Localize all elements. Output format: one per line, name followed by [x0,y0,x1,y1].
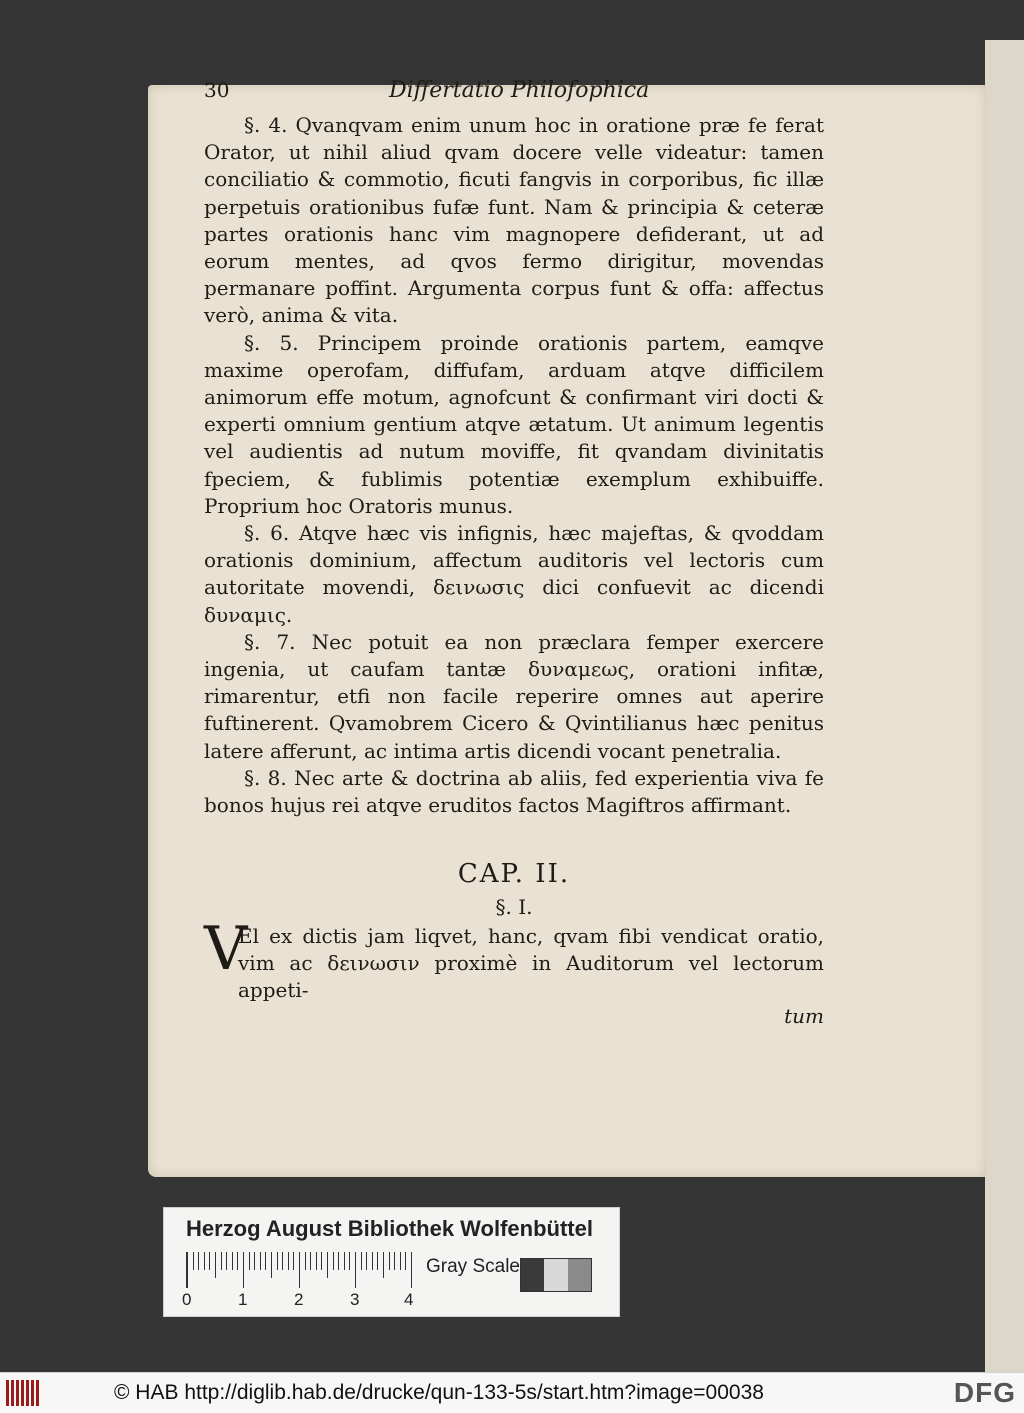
ruler-tick [226,1252,227,1270]
scale-number: 0 [182,1290,192,1309]
ruler-tick [254,1252,255,1270]
ruler-tick [243,1252,244,1288]
ruler-tick [221,1252,222,1270]
ruler-tick [366,1252,367,1270]
ruler-tick [411,1252,412,1288]
ruler-tick [198,1252,199,1270]
scale-number: 3 [350,1290,360,1309]
ruler-tick [349,1252,350,1270]
ruler-tick [372,1252,373,1270]
ruler-tick [265,1252,266,1270]
ruler-tick [383,1252,384,1278]
ruler-tick [209,1252,210,1270]
ruler-tick [355,1252,356,1288]
ruler-tick [338,1252,339,1270]
page-text-block [204,78,824,1028]
ruler-tick [333,1252,334,1270]
ruler-tick [271,1252,272,1278]
source-url-link[interactable]: © HAB http://diglib.hab.de/drucke/qun-133-5s/start.htm?image=00038 [114,1381,764,1404]
chapter-text: El ex dictis jam liqvet, hanc, qvam fibi vendicat oratio, vim ac δεινωσιν proximè in Auditorum vel lectorum appeti- [238,924,824,1003]
ruler-tick [305,1252,306,1270]
ruler-tick [310,1252,311,1270]
ruler-tick [193,1252,194,1270]
scale-number: 2 [294,1290,304,1309]
ruler-tick [400,1252,401,1270]
page-header [204,78,824,112]
running-title: Differtatio Philofophica [389,78,650,103]
ruler-tick [405,1252,406,1270]
ruler-tick [187,1252,188,1288]
ruler-tick [204,1252,205,1270]
gray-swatch-mid [568,1259,591,1291]
paragraph-section-7: §. 7. Nec potuit ea non præclara femper exercere ingenia, ut caufam tantæ δυναμεως, orationi infitæ, rimarentur, etfi non facile reperire omnes aut aperire fuftinerent. Qvamobrem Cicero & Qvintilianus hæc penitus latere afferunt, ac intima artis dicendi vocant penetralia. [204,629,824,763]
cm-ruler [186,1252,417,1288]
drop-cap: V [204,914,248,985]
ruler-tick [394,1252,395,1270]
ruler-tick [215,1252,216,1278]
paragraph-section-6: §. 6. Atqve hæc vis infignis, hæc majeftas, & qvoddam orationis dominium, affectum auditoris vel lectoris cum autoritate movendi, δεινωσις dici confuevit ac dicendi δυναμις. [204,521,824,627]
library-name: Herzog August Bibliothek Wolfenbüttel [186,1216,593,1241]
dfg-logo-icon[interactable]: DFG [953,1377,1016,1408]
paragraph-section-4: §. 4. Qvanqvam enim unum hoc in oratione præ fe ferat Orator, ut nihil aliud qvam docere velle videatur: tamen conciliatio & commotio, ficuti fangvis in corporibus, fic illæ perpetuis orationibus fufæ funt. Nam & principia & ceteræ partes orationis hanc vim magnopere defiderant, ut ad eorum mentes, ad qvos fermo dirigitur, movendas permanare poffint. Argumenta corpus funt & offa: affectus verò, anima & vita. [204,113,824,328]
ruler-scale-labels [182,1290,432,1312]
chapter-opening [204,914,824,1004]
scale-number: 4 [404,1290,414,1309]
ruler-tick [232,1252,233,1270]
gray-swatch-light [544,1259,567,1291]
ruler-tick [344,1252,345,1270]
ruler-tick [293,1252,294,1270]
viewer-footer [0,1372,1024,1413]
ruler-tick [282,1252,283,1270]
gray-scale-swatches [520,1258,592,1292]
hab-logo-icon[interactable] [6,1378,44,1408]
ruler-tick [327,1252,328,1278]
chapter-section-mark: §. I. [495,895,533,920]
page-number: 30 [204,78,230,102]
color-calibration-card [163,1207,620,1317]
ruler-tick [260,1252,261,1270]
gray-scale-label: Gray Scale [426,1256,520,1277]
ruler-tick [249,1252,250,1270]
ruler-tick [237,1252,238,1270]
chapter-heading: CAP. II. [457,859,571,890]
ruler-tick [389,1252,390,1270]
ruler-tick [288,1252,289,1270]
catchword: tum [784,1004,824,1029]
ruler-tick [377,1252,378,1270]
ruler-tick [299,1252,300,1288]
adjacent-page-edge [985,40,1024,1372]
paragraph-section-8: §. 8. Nec arte & doctrina ab aliis, fed experientia viva fe bonos hujus rei atqve eruditos factos Magiftros affirmant. [204,765,824,818]
ruler-tick [316,1252,317,1270]
paragraph-section-5: §. 5. Principem proinde orationis partem, eamqve maxime operofam, diffufam, arduam atqve difficilem animorum effe motum, agnofcunt & confirmant viri docti & experti omnium gentium atqve ætatum. Ut animum legentis vel audientis ad nutum moviffe, fit qvandam divinitatis fpeciem, & fublimis potentiæ exemplum exhibuiffe. Proprium hoc Oratoris munus. [204,330,824,518]
ruler-tick [277,1252,278,1270]
gray-swatch-dark [521,1259,544,1291]
ruler-tick [361,1252,362,1270]
ruler-tick [321,1252,322,1270]
scale-number: 1 [238,1290,248,1309]
